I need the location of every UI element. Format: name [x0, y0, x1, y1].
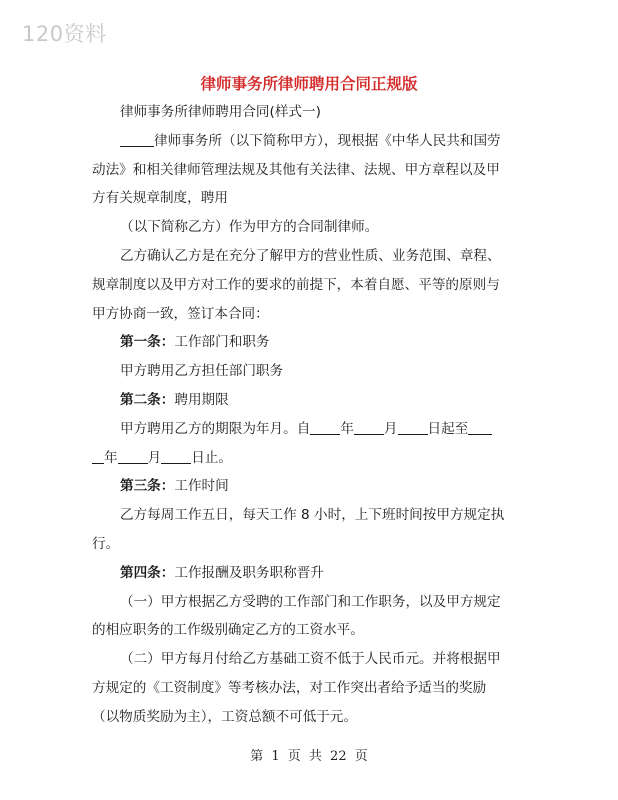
blank-line — [398, 420, 428, 435]
text-line: 律师事务所（以下简称甲方），现根据《中华人民共和国劳 — [154, 132, 501, 149]
article-3-heading — [92, 472, 536, 501]
document-body — [92, 98, 536, 732]
intro-paragraph-line: 动法》和相关律师管理法规及其他有关法律、法规、甲方章程以及甲 — [92, 161, 500, 178]
watermark: 120资料 — [22, 22, 107, 46]
article-2-text-line — [92, 444, 536, 473]
article-title: 工作部门和职务 — [174, 334, 270, 351]
article-3-text: 乙方每周工作五日，每天工作 8 小时，上下班时间按甲方规定执 — [120, 507, 505, 524]
intro-paragraph — [92, 127, 536, 156]
subtitle: 律师事务所律师聘用合同(样式一) — [120, 104, 321, 120]
text-segment: 月 — [147, 449, 162, 466]
blank-line — [468, 420, 492, 435]
text-segment: 年 — [104, 449, 118, 466]
article-4-clause-2-line: 方规定的《工资制度》等考核办法，对工作突出者给予适当的奖励 — [92, 679, 487, 696]
intro-paragraph-line: 方有关规章制度，聘用 — [92, 190, 228, 207]
article-number: 第三条： — [120, 478, 175, 495]
document-title: 律师事务所律师聘用合同正规版 — [200, 74, 418, 93]
confirm-paragraph: 乙方确认乙方是在充分了解甲方的营业性质、业务范围、章程、 — [120, 247, 501, 264]
text-segment: 日止。 — [191, 449, 232, 466]
confirm-paragraph-line: 规章制度以及甲方对工作的要求的前提下，本着自愿、平等的原则与 — [92, 276, 500, 293]
article-number: 第四条： — [120, 564, 175, 581]
article-4-clause-2-line: （以物质奖励为主），工资总额不可低于元。 — [92, 708, 358, 725]
page-footer: 第 1 页 共 22 页 — [250, 749, 368, 764]
article-title: 聘用期限 — [174, 391, 229, 408]
article-title: 工作报酬及职务职称晋升 — [174, 564, 324, 581]
article-title: 工作时间 — [174, 478, 229, 495]
article-number: 第二条： — [120, 391, 175, 408]
text-segment: 月 — [383, 420, 398, 437]
article-3-text-line: 行。 — [92, 535, 120, 552]
blank-line — [310, 420, 340, 435]
confirm-paragraph-line: 甲方协商一致，签订本合同： — [92, 305, 269, 322]
article-2-text — [92, 415, 536, 444]
text-segment: 年 — [340, 420, 354, 437]
article-1-text: 甲方聘用乙方担任部门职务 — [120, 363, 284, 380]
blank-line — [120, 132, 154, 147]
article-4-clause-2: （二）甲方每月付给乙方基础工资不低于人民币元。并将根据甲 — [120, 651, 501, 668]
article-1-heading — [92, 328, 536, 357]
intro-paragraph-line: （以下简称乙方）作为甲方的合同制律师。 — [120, 219, 379, 236]
blank-line — [118, 449, 148, 464]
blank-line — [354, 420, 384, 435]
blank-line — [92, 449, 104, 464]
article-4-clause-1: （一）甲方根据乙方受聘的工作部门和工作职务，以及甲方规定 — [120, 593, 501, 610]
text-segment: 日起至 — [427, 420, 469, 437]
article-4-heading — [92, 559, 536, 588]
text-segment: 甲方聘用乙方的期限为年月。自 — [120, 420, 311, 437]
article-number: 第一条： — [120, 334, 175, 351]
article-4-clause-1-line: 的相应职务的工作级别确定乙方的工资水平。 — [92, 622, 364, 639]
article-2-heading — [92, 386, 536, 415]
blank-line — [161, 449, 191, 464]
